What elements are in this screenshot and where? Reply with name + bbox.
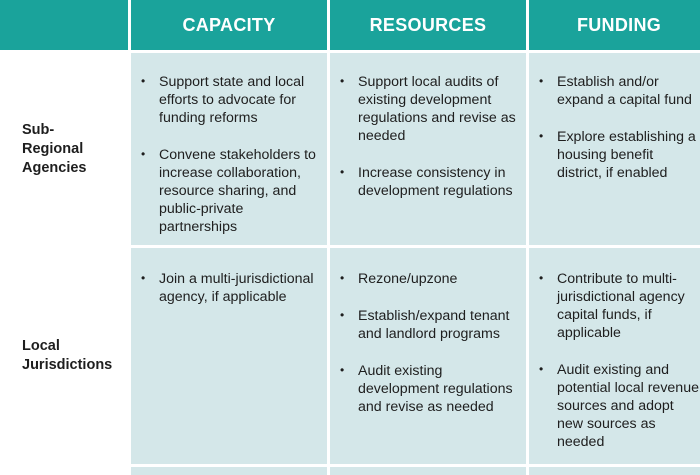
row-label-sub-regional-agencies: Sub- Regional Agencies (0, 53, 128, 245)
footer-band-label (0, 467, 128, 475)
header-capacity: CAPACITY (131, 0, 327, 50)
bullet-list (535, 270, 699, 451)
footer-band (529, 467, 700, 475)
footer-band (330, 467, 526, 475)
cell-sub-regional-capacity (131, 53, 327, 245)
bullet-list (137, 73, 317, 236)
list-item: • Contribute to multi-jurisdictional agency capital funds, if applicable (535, 270, 699, 342)
cell-sub-regional-funding (529, 53, 700, 245)
cell-local-capacity (131, 248, 327, 464)
bullet-list (137, 270, 317, 306)
list-item: • Establish and/or expand a capital fund (535, 73, 699, 109)
list-item: • Join a multi-jurisdictional agency, if applicable (137, 270, 317, 306)
list-item: • Rezone/upzone (336, 270, 516, 288)
header-funding: FUNDING (529, 0, 700, 50)
list-item: • Convene stakeholders to increase collaboration, resource sharing, and public-private partnerships (137, 146, 317, 236)
row-label-local-jurisdictions: Local Jurisdictions (0, 248, 128, 464)
list-item: • Support local audits of existing development regulations and revise as needed (336, 73, 516, 145)
cell-local-funding (529, 248, 700, 464)
bullet-list (336, 270, 516, 416)
list-item: • Support state and local efforts to advocate for funding reforms (137, 73, 317, 127)
list-item: • Establish/expand tenant and landlord programs (336, 307, 516, 343)
list-item: • Audit existing development regulations and revise as needed (336, 362, 516, 416)
header-resources: RESOURCES (330, 0, 526, 50)
bullet-list (535, 73, 699, 182)
list-item: • Audit existing and potential local revenue sources and adopt new sources as needed (535, 361, 699, 451)
header-corner (0, 0, 128, 50)
footer-band (131, 467, 327, 475)
cell-sub-regional-resources (330, 53, 526, 245)
cell-local-resources (330, 248, 526, 464)
list-item: • Explore establishing a housing benefit district, if enabled (535, 128, 699, 182)
list-item: • Increase consistency in development regulations (336, 164, 516, 200)
bullet-list (336, 73, 516, 200)
